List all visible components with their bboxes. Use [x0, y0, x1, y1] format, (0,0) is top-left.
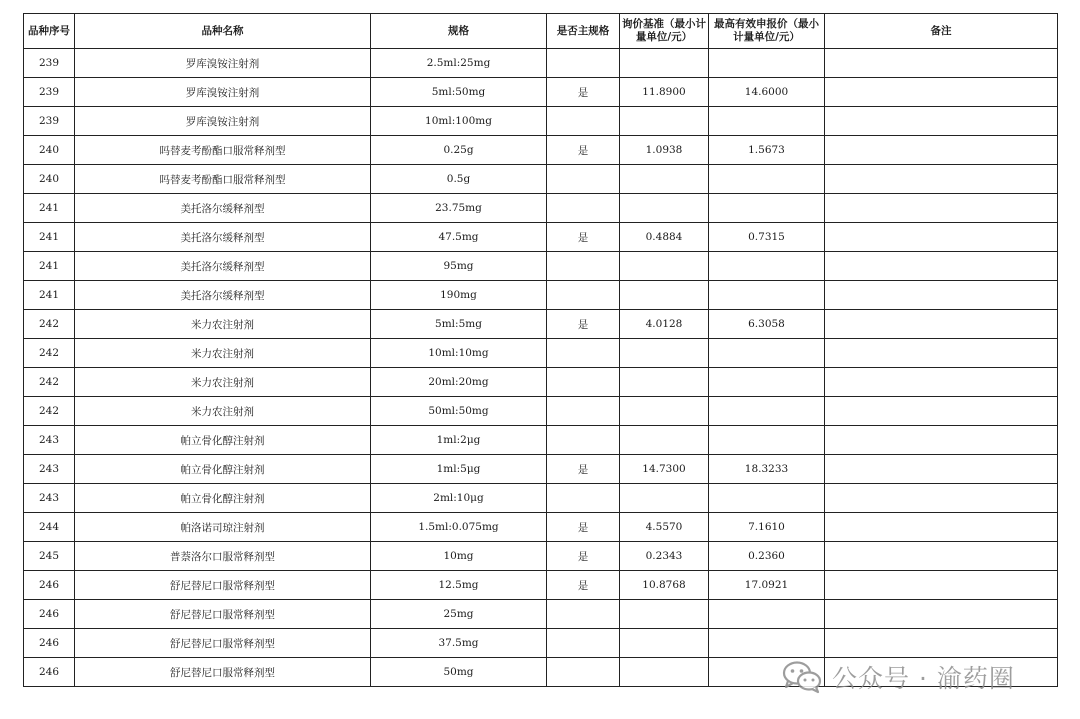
- cell-main: [547, 426, 620, 455]
- cell-base-price: [620, 107, 709, 136]
- cell-no: 241: [24, 223, 75, 252]
- cell-max-price: [709, 397, 825, 426]
- cell-max-price: 18.3233: [709, 455, 825, 484]
- cell-name: 米力农注射剂: [75, 397, 371, 426]
- cell-no: 246: [24, 629, 75, 658]
- cell-name: 帕立骨化醇注射剂: [75, 484, 371, 513]
- table-row: [24, 252, 1058, 281]
- cell-note: [825, 600, 1058, 629]
- cell-name: 舒尼替尼口服常释剂型: [75, 600, 371, 629]
- cell-max-price: [709, 600, 825, 629]
- cell-name: 帕立骨化醇注射剂: [75, 426, 371, 455]
- cell-base-price: [620, 252, 709, 281]
- cell-base-price: 11.8900: [620, 78, 709, 107]
- cell-main: 是: [547, 513, 620, 542]
- cell-no: 243: [24, 426, 75, 455]
- cell-main: [547, 49, 620, 78]
- cell-base-price: [620, 368, 709, 397]
- cell-name: 罗库溴铵注射剂: [75, 107, 371, 136]
- table-row: [24, 194, 1058, 223]
- cell-no: 239: [24, 78, 75, 107]
- cell-note: [825, 165, 1058, 194]
- cell-main: [547, 629, 620, 658]
- cell-name: 帕立骨化醇注射剂: [75, 455, 371, 484]
- cell-max-price: 17.0921: [709, 571, 825, 600]
- cell-spec: 23.75mg: [371, 194, 547, 223]
- header-base-price: 询价基准（最小计量单位/元）: [620, 14, 709, 49]
- table-header: [24, 14, 1058, 49]
- cell-main: [547, 252, 620, 281]
- cell-max-price: [709, 484, 825, 513]
- cell-note: [825, 223, 1058, 252]
- cell-note: [825, 397, 1058, 426]
- header-spec: 规格: [371, 14, 547, 49]
- cell-name: 吗替麦考酚酯口服常释剂型: [75, 136, 371, 165]
- cell-main: 是: [547, 571, 620, 600]
- cell-main: [547, 281, 620, 310]
- cell-spec: 1ml:5μg: [371, 455, 547, 484]
- header-row: [24, 14, 1058, 49]
- cell-max-price: [709, 107, 825, 136]
- cell-spec: 20ml:20mg: [371, 368, 547, 397]
- cell-base-price: [620, 397, 709, 426]
- cell-base-price: 14.7300: [620, 455, 709, 484]
- cell-main: [547, 484, 620, 513]
- cell-name: 美托洛尔缓释剂型: [75, 223, 371, 252]
- table-row: [24, 629, 1058, 658]
- cell-no: 241: [24, 252, 75, 281]
- table-row: [24, 600, 1058, 629]
- cell-base-price: 10.8768: [620, 571, 709, 600]
- cell-note: [825, 310, 1058, 339]
- cell-note: [825, 194, 1058, 223]
- cell-no: 243: [24, 455, 75, 484]
- cell-base-price: 0.2343: [620, 542, 709, 571]
- cell-base-price: [620, 281, 709, 310]
- cell-spec: 0.5g: [371, 165, 547, 194]
- cell-note: [825, 426, 1058, 455]
- cell-main: [547, 165, 620, 194]
- cell-name: 帕洛诺司琼注射剂: [75, 513, 371, 542]
- cell-main: [547, 194, 620, 223]
- cell-name: 美托洛尔缓释剂型: [75, 281, 371, 310]
- header-max-price: 最高有效申报价（最小计量单位/元）: [709, 14, 825, 49]
- cell-main: [547, 107, 620, 136]
- table-row: [24, 513, 1058, 542]
- cell-no: 246: [24, 600, 75, 629]
- cell-max-price: [709, 194, 825, 223]
- cell-note: [825, 571, 1058, 600]
- watermark: [782, 659, 1015, 695]
- cell-spec: 1.5ml:0.075mg: [371, 513, 547, 542]
- cell-max-price: 7.1610: [709, 513, 825, 542]
- cell-name: 舒尼替尼口服常释剂型: [75, 658, 371, 687]
- header-main: 是否主规格: [547, 14, 620, 49]
- cell-spec: 5ml:50mg: [371, 78, 547, 107]
- table-row: [24, 455, 1058, 484]
- header-no: 品种序号: [24, 14, 75, 49]
- price-table-container: [23, 13, 1058, 687]
- cell-max-price: [709, 368, 825, 397]
- table-row: [24, 136, 1058, 165]
- cell-name: 米力农注射剂: [75, 368, 371, 397]
- cell-name: 吗替麦考酚酯口服常释剂型: [75, 165, 371, 194]
- cell-name: 美托洛尔缓释剂型: [75, 252, 371, 281]
- cell-no: 245: [24, 542, 75, 571]
- cell-note: [825, 455, 1058, 484]
- cell-no: 243: [24, 484, 75, 513]
- cell-note: [825, 107, 1058, 136]
- wechat-icon: [782, 660, 822, 694]
- header-name: 品种名称: [75, 14, 371, 49]
- cell-base-price: 0.4884: [620, 223, 709, 252]
- cell-no: 242: [24, 310, 75, 339]
- table-row: [24, 339, 1058, 368]
- cell-base-price: [620, 426, 709, 455]
- cell-no: 242: [24, 368, 75, 397]
- cell-note: [825, 629, 1058, 658]
- table-row: [24, 165, 1058, 194]
- cell-spec: 5ml:5mg: [371, 310, 547, 339]
- table-row: [24, 368, 1058, 397]
- table-row: [24, 223, 1058, 252]
- table-row: [24, 484, 1058, 513]
- cell-note: [825, 78, 1058, 107]
- cell-max-price: [709, 339, 825, 368]
- cell-main: 是: [547, 310, 620, 339]
- cell-main: [547, 658, 620, 687]
- cell-base-price: [620, 600, 709, 629]
- cell-note: [825, 49, 1058, 78]
- cell-no: 241: [24, 194, 75, 223]
- cell-main: 是: [547, 78, 620, 107]
- table-row: [24, 78, 1058, 107]
- table-row: [24, 107, 1058, 136]
- cell-base-price: [620, 484, 709, 513]
- cell-main: 是: [547, 542, 620, 571]
- cell-no: 240: [24, 165, 75, 194]
- cell-spec: 10ml:100mg: [371, 107, 547, 136]
- cell-note: [825, 136, 1058, 165]
- cell-spec: 47.5mg: [371, 223, 547, 252]
- cell-max-price: 0.2360: [709, 542, 825, 571]
- cell-no: 239: [24, 49, 75, 78]
- cell-main: 是: [547, 223, 620, 252]
- cell-main: [547, 368, 620, 397]
- cell-name: 美托洛尔缓释剂型: [75, 194, 371, 223]
- cell-no: 242: [24, 339, 75, 368]
- cell-no: 241: [24, 281, 75, 310]
- cell-spec: 12.5mg: [371, 571, 547, 600]
- cell-max-price: 1.5673: [709, 136, 825, 165]
- cell-no: 244: [24, 513, 75, 542]
- cell-name: 米力农注射剂: [75, 310, 371, 339]
- cell-no: 242: [24, 397, 75, 426]
- cell-base-price: [620, 194, 709, 223]
- cell-base-price: [620, 165, 709, 194]
- cell-spec: 10mg: [371, 542, 547, 571]
- cell-name: 舒尼替尼口服常释剂型: [75, 571, 371, 600]
- cell-note: [825, 281, 1058, 310]
- cell-max-price: 6.3058: [709, 310, 825, 339]
- cell-max-price: [709, 629, 825, 658]
- cell-max-price: [709, 426, 825, 455]
- cell-spec: 95mg: [371, 252, 547, 281]
- table-row: [24, 571, 1058, 600]
- cell-main: [547, 397, 620, 426]
- cell-note: [825, 252, 1058, 281]
- cell-main: [547, 600, 620, 629]
- cell-spec: 37.5mg: [371, 629, 547, 658]
- cell-base-price: [620, 629, 709, 658]
- cell-max-price: [709, 281, 825, 310]
- cell-base-price: 4.5570: [620, 513, 709, 542]
- table-row: [24, 426, 1058, 455]
- cell-base-price: 1.0938: [620, 136, 709, 165]
- cell-no: 239: [24, 107, 75, 136]
- cell-max-price: [709, 252, 825, 281]
- table-body: [24, 49, 1058, 687]
- table-row: [24, 397, 1058, 426]
- cell-spec: 1ml:2μg: [371, 426, 547, 455]
- cell-main: 是: [547, 136, 620, 165]
- cell-spec: 10ml:10mg: [371, 339, 547, 368]
- cell-max-price: [709, 165, 825, 194]
- cell-no: 246: [24, 571, 75, 600]
- cell-spec: 0.25g: [371, 136, 547, 165]
- cell-base-price: [620, 339, 709, 368]
- cell-spec: 2ml:10μg: [371, 484, 547, 513]
- cell-name: 罗库溴铵注射剂: [75, 78, 371, 107]
- table-row: [24, 310, 1058, 339]
- cell-note: [825, 542, 1058, 571]
- cell-base-price: [620, 658, 709, 687]
- cell-name: 罗库溴铵注射剂: [75, 49, 371, 78]
- cell-spec: 50ml:50mg: [371, 397, 547, 426]
- cell-max-price: 0.7315: [709, 223, 825, 252]
- table-row: [24, 542, 1058, 571]
- cell-name: 普萘洛尔口服常释剂型: [75, 542, 371, 571]
- cell-name: 舒尼替尼口服常释剂型: [75, 629, 371, 658]
- cell-main: [547, 339, 620, 368]
- cell-note: [825, 339, 1058, 368]
- cell-main: 是: [547, 455, 620, 484]
- cell-note: [825, 513, 1058, 542]
- cell-note: [825, 368, 1058, 397]
- cell-note: [825, 484, 1058, 513]
- cell-spec: 2.5ml:25mg: [371, 49, 547, 78]
- cell-max-price: 14.6000: [709, 78, 825, 107]
- cell-spec: 25mg: [371, 600, 547, 629]
- cell-spec: 190mg: [371, 281, 547, 310]
- cell-max-price: [709, 49, 825, 78]
- table-row: [24, 281, 1058, 310]
- table-row: [24, 49, 1058, 78]
- header-note: 备注: [825, 14, 1058, 49]
- price-table: [23, 13, 1058, 687]
- cell-no: 240: [24, 136, 75, 165]
- cell-base-price: [620, 49, 709, 78]
- cell-name: 米力农注射剂: [75, 339, 371, 368]
- cell-no: 246: [24, 658, 75, 687]
- watermark-text: 公众号 · 渝药圈: [832, 664, 1015, 693]
- cell-base-price: 4.0128: [620, 310, 709, 339]
- cell-spec: 50mg: [371, 658, 547, 687]
